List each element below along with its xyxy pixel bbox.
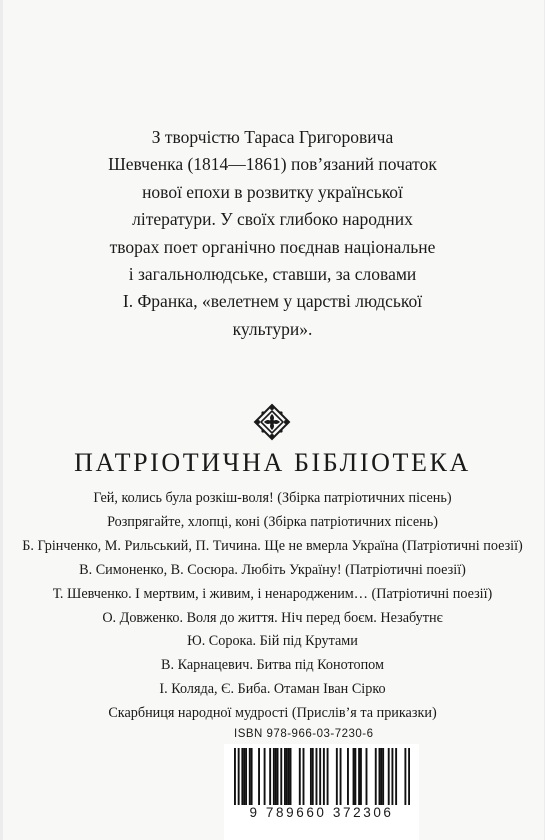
barcode-bar xyxy=(354,748,356,806)
annotation-line: нової епохи в розвитку української xyxy=(142,181,403,202)
floral-ornament-icon xyxy=(252,402,292,442)
barcode-bar xyxy=(269,748,271,806)
barcode-bar xyxy=(310,748,312,806)
barcode-bar xyxy=(286,748,288,806)
annotation-line: І. Франка, «велетнем у царстві людської xyxy=(122,291,423,312)
barcode-bar xyxy=(391,748,393,806)
annotation-line: З творчістю Тараса Григоровича xyxy=(151,127,394,147)
barcode-bar xyxy=(347,748,349,806)
barcode-bar xyxy=(380,748,382,806)
isbn-label: ISBN 978-966-03-7230-6 xyxy=(234,728,374,740)
book-list-item: Гей, колись була розкіш-воля! (Збірка патріотичних пісень) xyxy=(93,490,452,506)
barcode-bar xyxy=(290,748,292,806)
barcode-bar xyxy=(288,748,290,806)
barcode-bar xyxy=(340,748,342,806)
annotation-line: літератури. У своїх глибоко народних xyxy=(132,209,413,230)
series-book-list xyxy=(0,487,545,726)
barcode-bar xyxy=(312,748,314,806)
barcode-bar xyxy=(395,748,397,806)
barcode-bar xyxy=(388,748,390,806)
book-list-item: І. Коляда, Є. Биба. Отаман Іван Сірко xyxy=(159,681,386,698)
barcode-bar xyxy=(264,748,266,806)
annotation-line: і загальнолюдське, ставши, за словами xyxy=(128,264,417,285)
barcode-bar xyxy=(241,748,243,806)
barcode-bar xyxy=(375,748,377,806)
book-list-item: Скарбниця народної мудрості (Прислів’я та приказки) xyxy=(108,705,437,722)
barcode-bar xyxy=(258,748,260,806)
barcode-bar xyxy=(280,748,282,806)
barcode-bar xyxy=(353,748,355,806)
book-list-item: Б. Грінченко, М. Рильський, П. Тичина. Ще не вмерла Україна (Патріотичні поезії) xyxy=(22,537,523,554)
annotation-text xyxy=(0,124,545,343)
barcode-bar xyxy=(316,748,318,806)
barcode-bar xyxy=(382,748,384,806)
barcode-bar xyxy=(275,748,277,806)
barcode-bar xyxy=(277,748,279,806)
series-title: ПАТРІОТИЧНА БІБЛІОТЕКА xyxy=(74,448,471,477)
barcode-bar xyxy=(243,748,245,806)
barcode-bar xyxy=(249,748,251,806)
barcode-bar xyxy=(366,748,368,806)
barcode-digits: 9 789660 372306 xyxy=(224,805,419,820)
barcode-bar xyxy=(251,748,253,806)
barcode-bar xyxy=(299,748,301,806)
barcode-bar xyxy=(327,748,329,806)
barcode-bar xyxy=(358,748,360,806)
book-list-item: В. Карнацевич. Битва під Конотопом xyxy=(161,657,384,674)
barcode-bar xyxy=(336,748,338,806)
book-list-item: Розпрягайте, хлопці, коні (Збірка патріотичних пісень) xyxy=(107,513,438,530)
barcode-bar xyxy=(303,748,305,806)
barcode-bar xyxy=(360,748,362,806)
book-list-item: Ю. Сорока. Бій під Крутами xyxy=(187,633,358,650)
barcode-bar xyxy=(245,748,247,806)
book-list-item: В. Симоненко, В. Сосюра. Любіть Україну! (Патріотичні поезії) xyxy=(79,561,466,578)
barcode-bar xyxy=(379,748,381,806)
annotation-line: Шевченка (1814—1861) пов’язаний початок xyxy=(108,154,437,175)
annotation-line: творах поет органічно поєднав національне xyxy=(109,236,436,257)
barcode-bar xyxy=(284,748,286,806)
book-list-item: Т. Шевченко. І мертвим, і живим, і ненародженим… (Патріотичні поезії) xyxy=(52,585,493,602)
book-list-item: О. Довженко. Воля до життя. Ніч перед боєм. Незабутнє xyxy=(102,609,443,626)
isbn-barcode xyxy=(224,744,419,840)
barcode-bar xyxy=(273,748,275,806)
annotation-line: культури». xyxy=(232,318,313,339)
